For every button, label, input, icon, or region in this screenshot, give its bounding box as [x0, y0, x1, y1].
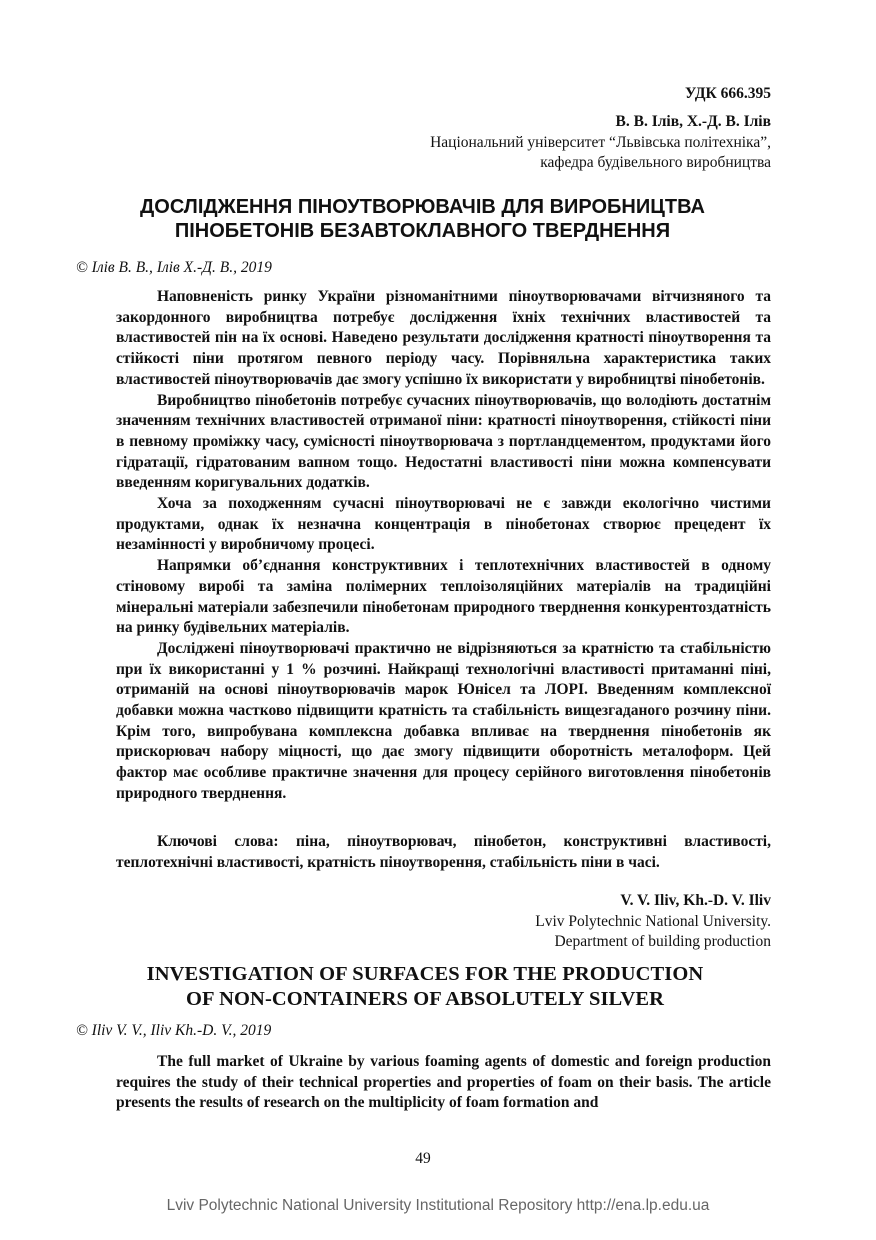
- affiliation-en-line-1: Lviv Polytechnic National University.: [535, 913, 771, 930]
- title-en-line-2: OF NON-CONTAINERS OF ABSOLUTELY SILVER: [185, 988, 665, 1010]
- abstract-en-paragraph: The full market of Ukraine by various foaming agents of domestic and foreign production requires the study of their technical properties and properties of foam on their basis. The article presents the results of research on the multiplicity of foam formation and: [116, 1053, 771, 1111]
- title-uk-line-2: ПІНОБЕТОНІВ БЕЗАВТОКЛАВНОГО ТВЕРДНЕННЯ: [174, 220, 671, 242]
- abstract-en: [116, 1052, 771, 1114]
- abstract-uk-paragraph: Хоча за походженням сучасні піноутворювачі не є завжди екологічно чистими продуктами, однак їх незначна концентрація в пінобетонах створює прецедент їх незамінності у виробничому процесі.: [116, 495, 771, 554]
- title-uk-line-1: ДОСЛІДЖЕННЯ ПІНОУТВОРЮВАЧІВ ДЛЯ ВИРОБНИЦТВА: [140, 196, 705, 218]
- title-uk: [100, 195, 745, 243]
- udc-code: УДК 666.395: [685, 85, 771, 102]
- title-en-line-1: INVESTIGATION OF SURFACES FOR THE PRODUCTION: [146, 963, 704, 985]
- affiliation-uk-line-1: Національний університет “Львівська політехніка”,: [430, 134, 771, 151]
- repository-footer: Lviv Polytechnic National University Institutional Repository http://ena.lp.edu.ua: [166, 1197, 710, 1214]
- keywords-uk-text: Ключові слова: піна, піноутворювач, пінобетон, конструктивні властивості, теплотехнічні властивості, кратність піноутворення, стабільність піни в часі.: [116, 833, 771, 871]
- page-number: 49: [415, 1150, 431, 1167]
- copyright-uk: © Ілів В. В., Ілів Х.-Д. В., 2019: [76, 259, 272, 276]
- affiliation-en: [300, 912, 771, 952]
- title-en: [80, 962, 770, 1012]
- authors-uk: В. В. Ілів, Х.-Д. В. Ілів: [615, 113, 771, 130]
- affiliation-en-line-2: Department of building production: [554, 933, 771, 950]
- abstract-uk-paragraph: Наповненість ринку України різноманітними піноутворювачами вітчизняного та закордонного виробництва потребує дослідження їхніх технічних властивостей та властивостей пін на їх основі. Наведено результати дослідження кратності піноутворення та стійкості піни протягом певного періоду часу. Порівняльна характеристика таких властивостей піноутворювачів дає змогу успішно їх використати у виробництві пінобетонів.: [116, 288, 771, 388]
- abstract-uk-paragraph: Напрямки об’єднання конструктивних і теплотехнічних властивостей в одному стіновому виробі та заміна полімерних теплоізоляційних матеріалів на традиційні мінеральні матеріали забезпечили пінобетонам природного тверднення конкурентоздатність на ринку будівельних матеріалів.: [116, 557, 771, 637]
- abstract-uk: [116, 287, 771, 805]
- abstract-uk-paragraph: Виробництво пінобетонів потребує сучасних піноутворювачів, що володіють достатнім значенням технічних властивостей отриманої піни: кратності піноутворення, стійкості піни в певному проміжку часу, сумісності піноутворювача з портландцементом, продуктами його гідратації, гідратованим вапном тощо. Недостатні властивості піни можна компенсувати введенням коригувальних додатків.: [116, 391, 771, 492]
- keywords-uk: [116, 832, 771, 873]
- affiliation-uk: [300, 133, 771, 173]
- affiliation-uk-line-2: кафедра будівельного виробництва: [540, 154, 771, 171]
- abstract-uk-paragraph: Досліджені піноутворювачі практично не відрізняються за кратністю та стабільністю при їх використанні у 1 % розчині. Найкращі технологічні властивості притаманні піні, отриманій на основі піноутворювачів марок Юнісел та ЛОРІ. Введенням комплексної добавки можна частково підвищити кратність та стабільність вищезгаданого розчину піни. Крім того, випробувана комплексна добавка впливає на тверднення пінобетонів як прискорювач набору міцності, що дає змогу підвищити оборотність металоформ. Цей фактор має особливе практичне значення для процесу серійного виготовлення пінобетонів природного тверднення.: [116, 639, 771, 802]
- copyright-en: © Iliv V. V., Iliv Kh.-D. V., 2019: [76, 1022, 272, 1039]
- authors-en: V. V. Iliv, Kh.-D. V. Iliv: [620, 892, 771, 909]
